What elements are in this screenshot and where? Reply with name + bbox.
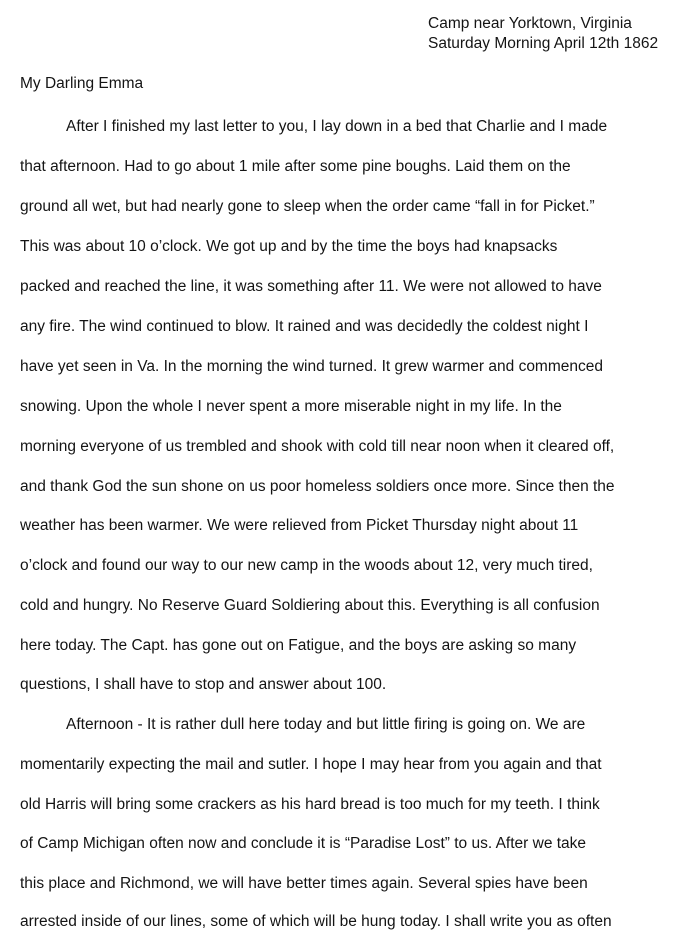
- body-line: old Harris will bring some crackers as his hard bread is too much for my teeth. I think: [20, 796, 600, 813]
- body-line: After I finished my last letter to you, I lay down in a bed that Charlie and I made: [66, 118, 608, 135]
- body-line: have yet seen in Va. In the morning the wind turned. It grew warmer and commenced: [20, 358, 603, 375]
- body-line: this place and Richmond, we will have better times again. Several spies have been: [20, 875, 588, 892]
- heading-date: Saturday Morning April 12th 1862: [428, 35, 659, 52]
- body-line: packed and reached the line, it was something after 11. We were not allowed to have: [20, 278, 602, 295]
- body-line: any fire. The wind continued to blow. It rained and was decidedly the coldest night I: [20, 318, 589, 335]
- letter-heading: [428, 14, 658, 54]
- salutation: My Darling Emma: [20, 75, 144, 92]
- body-line: questions, I shall have to stop and answer about 100.: [20, 676, 387, 693]
- body-line: momentarily expecting the mail and sutler. I hope I may hear from you again and that: [20, 756, 602, 773]
- body-line: here today. The Capt. has gone out on Fatigue, and the boys are asking so many: [20, 637, 577, 654]
- body-line: weather has been warmer. We were relieved from Picket Thursday night about 11: [20, 517, 579, 534]
- body-line: cold and hungry. No Reserve Guard Soldiering about this. Everything is all confusion: [20, 597, 600, 614]
- body-line: This was about 10 o’clock. We got up and by the time the boys had knapsacks: [20, 238, 558, 255]
- body-line: Afternoon - It is rather dull here today and but little firing is going on. We are: [66, 716, 586, 733]
- body-line: and thank God the sun shone on us poor homeless soldiers once more. Since then the: [20, 478, 615, 495]
- body-line: of Camp Michigan often now and conclude it is “Paradise Lost” to us. After we take: [20, 835, 587, 852]
- body-line: snowing. Upon the whole I never spent a more miserable night in my life. In the: [20, 398, 562, 415]
- body-line: arrested inside of our lines, some of which will be hung today. I shall write you as often: [20, 913, 612, 930]
- body-line: ground all wet, but had nearly gone to sleep when the order came “fall in for Picket.”: [20, 198, 595, 215]
- body-line: that afternoon. Had to go about 1 mile after some pine boughs. Laid them on the: [20, 158, 571, 175]
- body-line: morning everyone of us trembled and shook with cold till near noon when it cleared off,: [20, 438, 615, 455]
- heading-location: Camp near Yorktown, Virginia: [428, 15, 632, 32]
- body-line: o’clock and found our way to our new camp in the woods about 12, very much tired,: [20, 557, 593, 574]
